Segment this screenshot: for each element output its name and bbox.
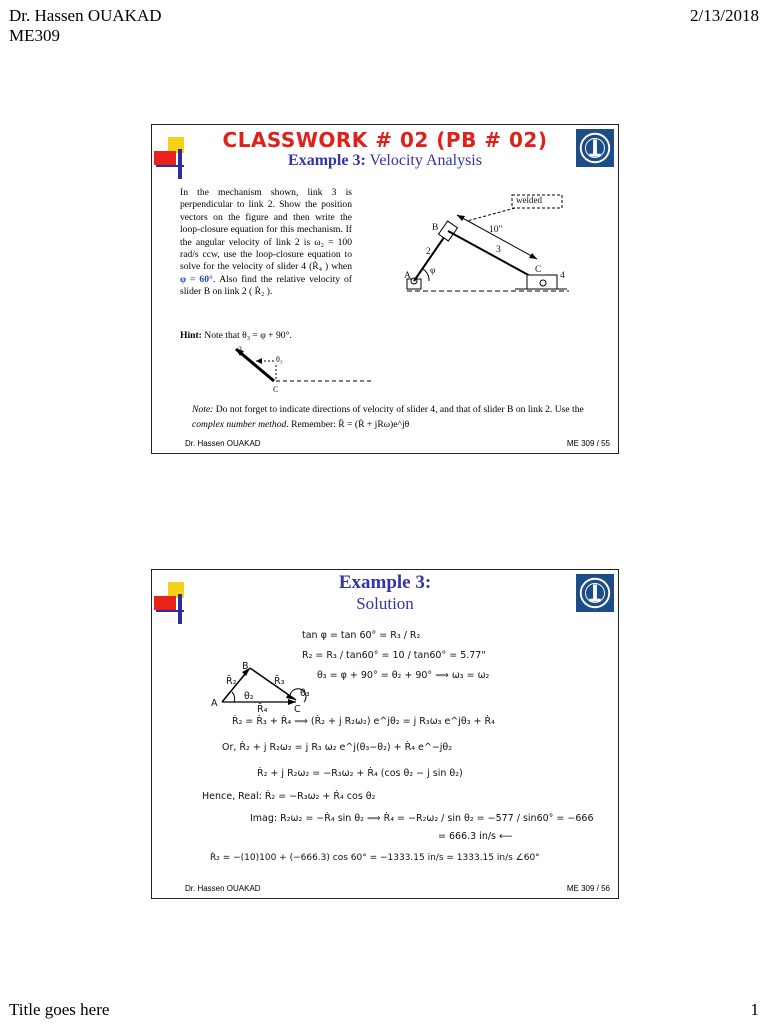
- sketch-c-label: C: [294, 704, 301, 715]
- slide-subtitle: Solution: [356, 594, 414, 613]
- slide-subtitle: [152, 152, 618, 170]
- vector-sketch: [212, 662, 332, 722]
- note-method: complex number method: [192, 419, 287, 430]
- hint-theta-label: θ₃: [276, 355, 283, 364]
- point-c-label: C: [535, 265, 542, 275]
- slide-56: [151, 569, 619, 899]
- solution-line-8: Imag: R₂ω₂ = −Ṙ₄ sin θ₂ ⟹ Ṙ₄ = −R₂ω₂ / sin θ₂ = −577 / sin60° = −666: [250, 813, 594, 824]
- note-label: Note:: [192, 404, 214, 415]
- solution-line-7: Hence, Real: Ṙ₂ = −R₃ω₂ + Ṙ₄ cos θ₂: [202, 791, 376, 802]
- solution-line-5: Or, Ṙ₂ + j R₂ω₂ = j R₃ ω₂ e^j(θ₃−θ₂) + Ṙ₄ e^−jθ₂: [222, 742, 453, 753]
- solution-line-2: R₂ = R₃ / tan60° = 10 / tan60° = 5.77": [302, 650, 486, 661]
- sketch-a-label: A: [211, 698, 218, 709]
- slide-footer-author: Dr. Hassen OUAKAD: [185, 439, 261, 448]
- problem-phi: φ = 60°: [180, 273, 213, 285]
- sketch-r2-label: R̄₂: [226, 676, 237, 687]
- hint-link-label: 3: [238, 345, 242, 354]
- solution-line-3: θ₃ = φ + 90° = θ₂ + 90° ⟹ ω₃ = ω₂: [317, 670, 490, 681]
- note-text: Do not forget to indicate directions of velocity of slider 4, and that of slider B on link 2. Use the: [215, 404, 584, 415]
- point-b-label: B: [432, 223, 439, 233]
- sketch-b-label: B: [242, 661, 249, 672]
- point-a-label: A: [404, 271, 411, 281]
- problem-text-a: In the mechanism shown, link 3 is perpendicular to link 2. Show the position vectors on the figure and then write the loop-closure equation for this mechanism. If the angular velocity of link 2 is ω₂ = 100 rad/s ccw, use the loop-closure equation to solve for the velocity of slider 4 (Ṙ₄ ) when: [180, 187, 352, 273]
- link-3-label: 3: [496, 245, 501, 255]
- hint-c-label: C: [273, 385, 279, 394]
- length-label: 10": [489, 225, 503, 235]
- note-paragraph: [192, 402, 612, 432]
- mechanism-diagram: [397, 185, 577, 305]
- solution-line-4: Ṙ₂ = Ṙ₃ + Ṙ₄ ⟹ (Ṙ₂ + j R₂ω₂) e^jθ₂ = j R₃ω₃ e^jθ₃ + Ṙ₄: [232, 716, 495, 727]
- slide-title: CLASSWORK # 02 (PB # 02): [222, 128, 548, 152]
- slide-title: Example 3:: [338, 572, 432, 593]
- note-formula: . Remember: R̈ = (Ṙ + jRω)e^jθ: [286, 419, 410, 430]
- sketch-theta3-label: θ₃: [300, 688, 310, 699]
- slide-footer-number: ME 309 / 56: [566, 884, 610, 893]
- slide-footer-number: ME 309 / 55: [566, 439, 610, 448]
- problem-text-b: . Also find the relative velocity of slider B on link 2 ( Ṙ₂ ).: [180, 273, 352, 298]
- sketch-r3-label: R̄₃: [274, 676, 285, 687]
- hint-diagram: [232, 347, 382, 397]
- author-name: Dr. Hassen OUAKAD: [9, 6, 162, 25]
- slider-4-label: 4: [560, 271, 565, 281]
- phi-label: φ: [430, 266, 436, 276]
- sketch-theta2-label: θ₂: [244, 691, 254, 702]
- solution-line-9: = 666.3 in/s ⟵: [438, 831, 513, 842]
- hint-label: Hint:: [180, 330, 202, 341]
- link-2-label: 2: [426, 247, 431, 257]
- solution-line-10: Ṙ₂ = −(10)100 + (−666.3) cos 60° = −1333.15 in/s = 1333.15 in/s ∠60°: [210, 853, 540, 863]
- problem-statement: [180, 187, 352, 299]
- hint-line: [180, 330, 292, 341]
- slide-footer-author: Dr. Hassen OUAKAD: [185, 884, 261, 893]
- course-code: ME309: [9, 26, 60, 45]
- subtitle-topic: Velocity Analysis: [369, 152, 482, 169]
- solution-line-6: Ṙ₂ + j R₂ω₂ = −R₃ω₂ + Ṙ₄ (cos θ₂ − j sin θ₂): [257, 768, 463, 779]
- solution-line-1: tan φ = tan 60° = R₃ / R₂: [302, 630, 421, 641]
- slide-55: [151, 124, 619, 454]
- subtitle-example: Example 3:: [288, 152, 366, 169]
- hint-text: Note that θ₃ = φ + 90°.: [204, 330, 292, 341]
- sketch-r4-label: R̄₄: [257, 704, 268, 715]
- print-date: 2/13/2018: [690, 6, 759, 25]
- page-footer-title: Title goes here: [9, 1000, 110, 1019]
- page-number: 1: [750, 1000, 759, 1019]
- welded-label: welded: [516, 195, 542, 205]
